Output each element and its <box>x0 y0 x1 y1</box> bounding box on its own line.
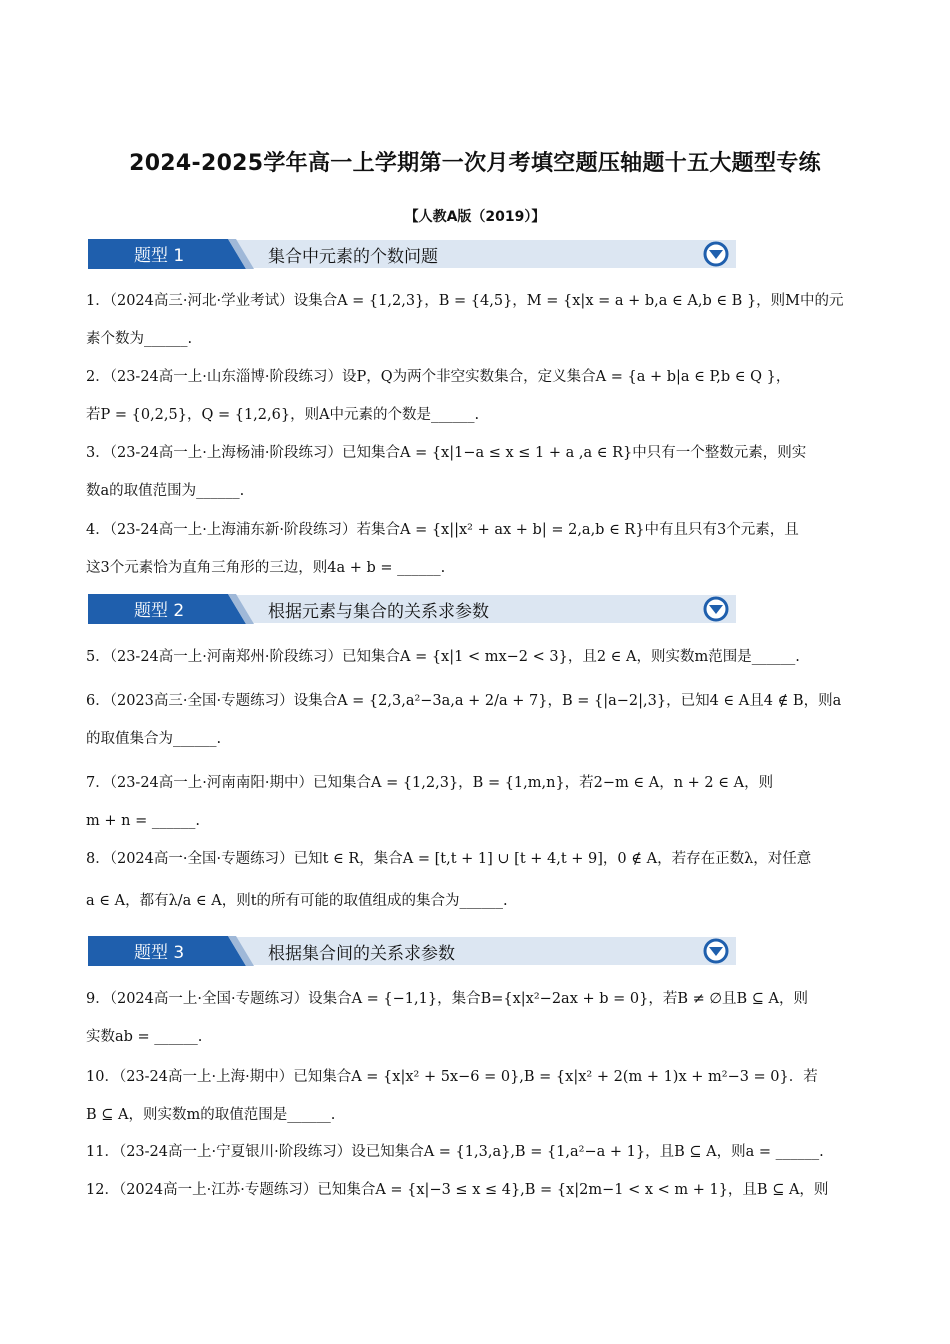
page-title: 2024-2025学年高一上学期第一次月考填空题压轴题十五大题型专练 <box>129 151 821 176</box>
section-banner-3 <box>88 934 740 968</box>
question-line: 11．（23-24高一上·宁夏银川·阶段练习）设已知集合A = {1,3,a},B = {1,a²−a + 1}，且B ⊆ A，则a = ______. <box>86 1144 824 1160</box>
section-title: 集合中元素的个数问题 <box>268 247 438 267</box>
section-banner-2 <box>88 592 740 626</box>
question-line: m + n = ______. <box>86 813 200 829</box>
question-line: 若P = {0,2,5}，Q = {1,2,6}，则A中元素的个数是______. <box>86 407 480 423</box>
question-line: 9．（2024高一上·全国·专题练习）设集合A = {−1,1}，集合B={x|x²−2ax + b = 0}，若B ≠ ∅且B ⊆ A，则 <box>86 991 808 1007</box>
question-10 <box>86 1058 866 1134</box>
question-line: 2．（23-24高一上·山东淄博·阶段练习）设P，Q为两个非空实数集合，定义集合A = {a + b|a ∈ P,b ∈ Q }， <box>86 369 791 385</box>
section-tag: 题型 1 <box>134 246 185 266</box>
question-line: 7．（23-24高一上·河南南阳·期中）已知集合A = {1,2,3}，B = {1,m,n}，若2−m ∈ A，n + 2 ∈ A，则 <box>86 775 774 791</box>
question-line: 素个数为______. <box>86 331 193 347</box>
question-2 <box>86 358 866 434</box>
question-line: 10．（23-24高一上·上海·期中）已知集合A = {x|x² + 5x−6 = 0},B = {x|x² + 2(m + 1)x + m²−3 = 0}．若 <box>86 1069 818 1085</box>
question-line: 这3个元素恰为直角三角形的三边，则4a + b = ______. <box>86 560 446 576</box>
question-9 <box>86 980 866 1056</box>
question-line: 实数ab = ______. <box>86 1029 203 1045</box>
question-7 <box>86 764 866 840</box>
question-5 <box>86 638 866 676</box>
question-1 <box>86 282 866 358</box>
page-subtitle: 【人教A版（2019）】 <box>404 209 546 225</box>
question-8 <box>86 840 866 920</box>
question-line: a ∈ A，都有λ/a ∈ A，则t的所有可能的取值组成的集合为______. <box>86 893 508 909</box>
section-banner-1 <box>88 237 740 271</box>
question-4 <box>86 511 866 587</box>
question-line: 12．（2024高一上·江苏·专题练习）已知集合A = {x|−3 ≤ x ≤ 4},B = {x|2m−1 < x < m + 1}，且B ⊆ A，则 <box>86 1182 829 1198</box>
question-line: 4．（23-24高一上·上海浦东新·阶段练习）若集合A = {x||x² + ax + b| = 2,a,b ∈ R}中有且只有3个元素，且 <box>86 522 799 538</box>
section-title: 根据集合间的关系求参数 <box>268 944 455 964</box>
question-line: 3．（23-24高一上·上海杨浦·阶段练习）已知集合A = {x|1−a ≤ x ≤ 1 + a ,a ∈ R}中只有一个整数元素，则实 <box>86 445 807 461</box>
question-12 <box>86 1171 866 1209</box>
section-title: 根据元素与集合的关系求参数 <box>268 602 489 622</box>
question-line: 8．（2024高一·全国·专题练习）已知t ∈ R，集合A = [t,t + 1] ∪ [t + 4,t + 9]，0 ∉ A，若存在正数λ，对任意 <box>86 851 812 867</box>
question-line: 的取值集合为______. <box>86 731 222 747</box>
question-11 <box>86 1133 866 1171</box>
question-line: 数a的取值范围为______. <box>86 483 245 499</box>
question-line: 1．（2024高三·河北·学业考试）设集合A = {1,2,3}，B = {4,5}，M = {x|x = a + b,a ∈ A,b ∈ B }，则M中的元 <box>86 293 844 309</box>
question-line: B ⊆ A，则实数m的取值范围是______. <box>86 1107 336 1123</box>
question-line: 5．（23-24高一上·河南郑州·阶段练习）已知集合A = {x|1 < mx−2 < 3}，且2 ∈ A，则实数m范围是______. <box>86 649 800 665</box>
question-line: 6．（2023高三·全国·专题练习）设集合A = {2,3,a²−3a,a + 2/a + 7}，B = {|a−2|,3}，已知4 ∈ A且4 ∉ B，则a <box>86 693 842 709</box>
question-6 <box>86 682 866 758</box>
question-3 <box>86 434 866 510</box>
section-tag: 题型 3 <box>134 943 185 963</box>
section-tag: 题型 2 <box>134 601 185 621</box>
